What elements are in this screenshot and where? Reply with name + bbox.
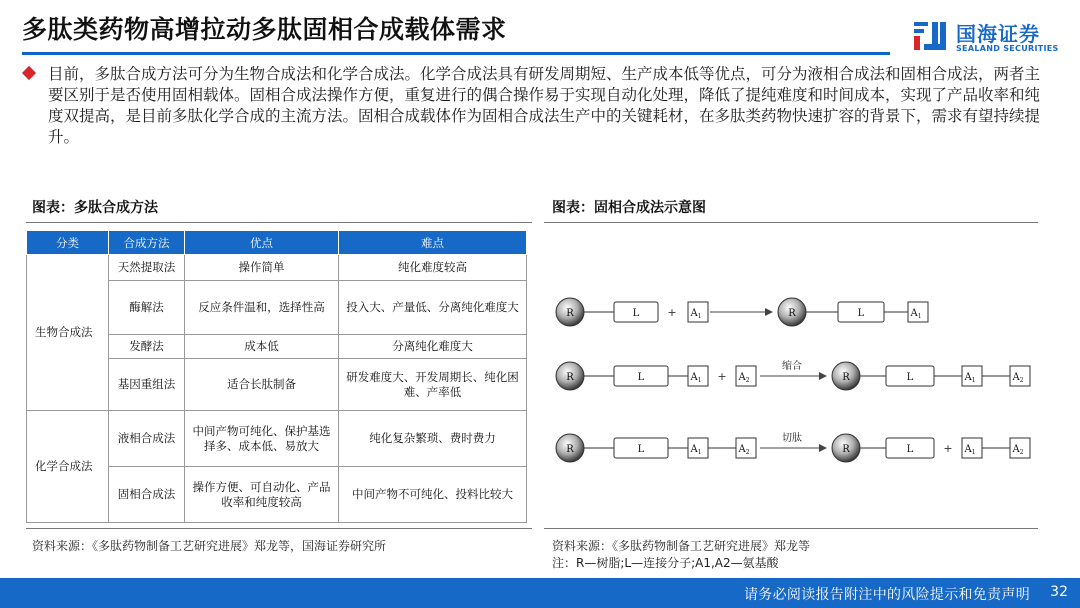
synthesis-methods-table [26,230,527,523]
solid-phase-diagram [548,230,1038,526]
right-figure-note: 注：R—树脂;L—连接分子;A1,A2—氨基酸 [552,556,779,570]
logo-mark-icon [912,18,948,54]
a1-subscript: 1 [697,313,702,320]
pro-cell: 成本低 [185,335,339,359]
method-cell: 酶解法 [109,281,185,335]
linker-label: L [632,308,640,319]
resin-label: R [566,444,574,455]
con-cell: 研发难度大、开发周期长、纯化困难、产率低 [339,359,527,411]
pro-cell: 反应条件温和，选择性高 [185,281,339,335]
header-pros: 优点 [185,231,339,255]
pro-cell: 操作简单 [185,255,339,281]
linker-label: L [906,372,914,383]
a1-label: A [690,444,698,455]
resin-label: R [788,308,796,319]
con-cell: 投入大、产量低、分离纯化难度大 [339,281,527,335]
pro-cell: 适合长肽制备 [185,359,339,411]
right-figure-source: 资料来源：《多肽药物制备工艺研究进展》郑龙等 [552,539,811,553]
title-underline [22,52,890,55]
category-cell: 化学合成法 [27,411,109,523]
linker-label: L [906,444,914,455]
a2-label: A [1012,444,1020,455]
footer-disclaimer: 请务必阅读报告附注中的风险提示和免责声明 [744,587,1030,603]
resin-label: R [842,372,850,383]
right-figure-caption: 图表：固相合成法示意图 [552,200,706,216]
a2-label: A [738,444,746,455]
resin-label: R [842,444,850,455]
logo-english-name: SEALAND SECURITIES [956,44,1059,53]
a1-label: A [910,308,918,319]
right-source-rule [544,528,1038,529]
diagram-row-3 [556,431,1030,462]
footer-bar [0,578,1080,608]
table-header-row [27,231,527,255]
method-cell: 发酵法 [109,335,185,359]
pro-cell: 中间产物可纯化、保护基选择多、成本低、易放大 [185,411,339,467]
linker-label: L [637,444,645,455]
intro-paragraph: 目前，多肽合成方法可分为生物合成法和化学合成法。化学合成法具有研发周期短、生产成本低等优点，可分为液相合成法和固相合成法，两者主要区别于是否使用固相载体。固相合成法操作方便，重复进行的偶合操作易于实现自动化处理，降低了提纯难度和时间成本，实现了产品收率和纯度双提高，是目前多肽化学合成的主流方法。固相合成载体作为固相合成法生产中的关键耗材，在多肽类药物快速扩容的背景下，需求有望持续提升。 [48,65,1041,146]
resin-label: R [566,308,574,319]
table-row [27,411,527,467]
a2-subscript: 2 [745,449,750,456]
a1-subscript: 1 [697,377,702,384]
logo-chinese-name: 国海证券 [956,22,1040,46]
header-cons: 难点 [339,231,527,255]
page-title: 多肽类药物高增拉动多肽固相合成载体需求 [22,15,507,44]
a2-subscript: 2 [1019,449,1024,456]
plus-sign: + [717,370,727,383]
header-method: 合成方法 [109,231,185,255]
method-cell: 液相合成法 [109,411,185,467]
header-category: 分类 [27,231,109,255]
left-figure-source: 资料来源：《多肽药物制备工艺研究进展》郑龙等，国海证券研究所 [32,539,387,553]
con-cell: 纯化难度较高 [339,255,527,281]
linker-label: L [857,308,865,319]
diagram-row-1 [556,298,928,326]
cleave-label: 切肽 [782,433,802,444]
condense-label: 缩合 [782,361,802,372]
a1-subscript: 1 [971,377,976,384]
right-caption-rule [544,222,1038,223]
con-cell: 分离纯化难度大 [339,335,527,359]
a1-subscript: 1 [971,449,976,456]
a1-label: A [690,372,698,383]
left-source-rule [26,528,532,529]
diagram-row-2 [556,359,1030,390]
a2-subscript: 2 [1019,377,1024,384]
linker-label: L [637,372,645,383]
a1-label: A [964,372,972,383]
bullet-diamond-icon [22,66,36,80]
left-caption-rule [26,222,532,223]
page-number: 32 [1050,584,1068,600]
plus-sign: + [943,442,953,455]
a2-label: A [738,372,746,383]
a2-subscript: 2 [745,377,750,384]
method-cell: 天然提取法 [109,255,185,281]
method-cell: 基因重组法 [109,359,185,411]
a1-subscript: 1 [917,313,922,320]
pro-cell: 操作方便、可自动化、产品收率和纯度较高 [185,467,339,523]
a1-subscript: 1 [697,449,702,456]
a1-label: A [690,308,698,319]
category-cell: 生物合成法 [27,255,109,411]
a1-label: A [964,444,972,455]
resin-label: R [566,372,574,383]
a2-label: A [1012,372,1020,383]
con-cell: 纯化复杂繁琐、费时费力 [339,411,527,467]
left-figure-caption: 图表：多肽合成方法 [32,200,158,216]
table-row [27,255,527,281]
plus-sign: + [667,306,677,319]
con-cell: 中间产物不可纯化、投料比较大 [339,467,527,523]
company-logo [912,18,1062,58]
method-cell: 固相合成法 [109,467,185,523]
